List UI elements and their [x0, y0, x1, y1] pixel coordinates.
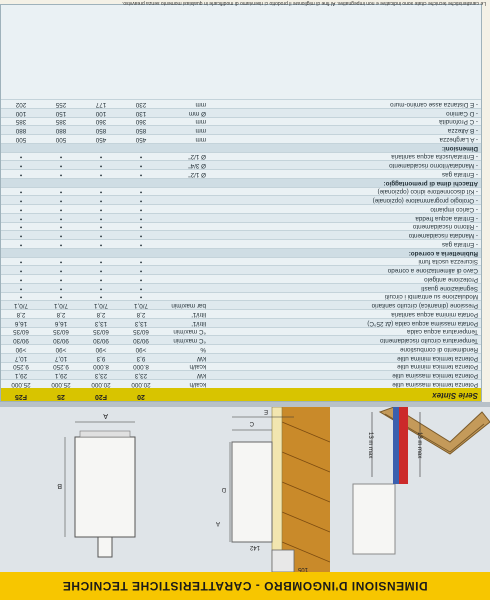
wall-section-diagram [160, 407, 330, 572]
cell-20: • [139, 276, 143, 283]
row-unit: mm [195, 101, 206, 108]
cell-f20: 100 [95, 109, 107, 117]
table-row [1, 309, 481, 318]
front-view-diagram [0, 407, 160, 572]
cell-f25: 500 [15, 136, 27, 143]
table-row [1, 213, 481, 222]
cell-20: • [139, 206, 143, 213]
row-label: - Entrata acqua fredda [415, 214, 478, 222]
cell-20: 450 [135, 136, 147, 143]
cell-f20: 13,3 [94, 319, 108, 327]
series-label: Serie Sintex [432, 391, 478, 400]
cell-f20: • [99, 223, 103, 231]
cell-25: • [59, 284, 63, 292]
cell-f20: 850 [95, 127, 107, 135]
cell-f20: • [99, 188, 103, 196]
cell-25: • [59, 241, 63, 248]
table-row [1, 292, 481, 301]
cell-f25: 202 [15, 101, 27, 108]
cell-f25: 90/30 [13, 337, 29, 345]
row-label: Temperatura circuito riscaldamento [380, 337, 478, 345]
row-unit: % [200, 346, 206, 353]
cell-f20: 2,8 [96, 311, 106, 318]
table-row [1, 204, 481, 213]
column-header-f20: F20 [94, 393, 108, 400]
boiler-front-view [75, 437, 135, 537]
table-section-row [1, 143, 481, 152]
cell-25: 385 [55, 118, 67, 126]
cell-f25: • [19, 241, 23, 248]
row-label: - Ritorno riscaldamento [412, 223, 478, 231]
spec-table [0, 4, 482, 402]
cell-f20: • [99, 162, 103, 170]
row-unit: Ø 3/4" [188, 162, 206, 170]
divider-strip [0, 402, 490, 407]
cell-25: • [59, 293, 63, 301]
cell-f25: 16,6 [14, 319, 28, 327]
cell-f20: • [99, 153, 103, 161]
cell-f25: • [19, 188, 23, 196]
cell-25: • [59, 188, 63, 196]
cell-20: • [139, 241, 143, 248]
row-unit: mm [195, 118, 206, 126]
cell-20: • [139, 284, 143, 292]
cell-f20: • [99, 267, 103, 275]
cell-f25: 60/35 [13, 328, 29, 336]
row-unit: litri/1' [191, 311, 206, 318]
cell-25: 500 [55, 136, 67, 143]
row-unit: kcal/h [189, 381, 206, 388]
table-row [1, 266, 481, 275]
cell-20: • [139, 214, 143, 222]
table-row [1, 134, 481, 143]
cell-25: • [59, 267, 63, 275]
cell-f20: • [99, 258, 103, 266]
row-label: - Entrata gas [441, 171, 478, 178]
table-row [1, 196, 481, 205]
row-unit: kcal/h [189, 363, 206, 371]
column-header-25: 25 [57, 393, 65, 400]
row-label: - D Camino [446, 109, 478, 117]
cell-25: 25.000 [51, 381, 71, 388]
row-label: - B Altezza [447, 127, 478, 135]
flue-duct [272, 550, 294, 572]
cell-25: • [59, 276, 63, 283]
flue-pipe-blue [393, 407, 399, 484]
cell-f20: 450 [95, 136, 107, 143]
row-unit: litri/1' [191, 319, 206, 327]
boiler-side-view [232, 442, 272, 542]
title-band [0, 571, 490, 600]
table-section-row [1, 178, 481, 187]
height-label-b: B [57, 482, 62, 489]
width-label-a: A [103, 412, 108, 419]
cell-20: 90/30 [133, 337, 149, 345]
row-unit: °C max/min [173, 328, 206, 336]
flue-installation-diagram [330, 407, 490, 572]
cell-25: 255 [55, 101, 67, 108]
cell-20: 850 [135, 127, 147, 135]
row-label: Attacchi dima di premontaggio: [383, 179, 478, 187]
cell-f20: • [99, 276, 103, 283]
row-unit: Ø mm [188, 109, 206, 117]
dim-label-a: A [215, 520, 220, 526]
row-label: - Mandata riscaldamento [408, 232, 478, 240]
spec-table-header [1, 388, 481, 401]
cell-f20: 360 [95, 118, 107, 126]
row-label: Potenza termica minima utile [397, 363, 478, 371]
dim-label-d: D [221, 486, 226, 492]
cell-f25: • [19, 171, 23, 178]
cell-f25: 9.250 [13, 363, 29, 371]
dim-label-c: C [249, 420, 254, 426]
cell-f20: 90/30 [93, 337, 109, 345]
cell-f25: • [19, 293, 23, 301]
table-row [1, 222, 481, 231]
cell-f25: 29,1 [14, 372, 28, 380]
cell-25: • [59, 162, 63, 170]
cell-25: • [59, 197, 63, 205]
dimension-drawings [0, 407, 490, 572]
cell-20: • [139, 258, 143, 266]
spec-table-rows [1, 99, 481, 388]
cell-25: 29,1 [54, 372, 68, 380]
table-section-row [1, 248, 481, 257]
cell-f20: • [99, 171, 103, 178]
cell-f25: 25.000 [11, 381, 31, 388]
table-row [1, 187, 481, 196]
row-label: - A Larghezza [439, 136, 478, 143]
cell-25: • [59, 214, 63, 222]
cell-20: • [139, 188, 143, 196]
cell-f25: 385 [15, 118, 27, 126]
cell-25: 10,7 [54, 354, 68, 362]
table-row [1, 257, 481, 266]
cell-20: 9,3 [136, 354, 146, 362]
cell-25: 880 [55, 127, 67, 135]
row-label: Temperatura acqua calda [406, 328, 478, 336]
table-row [1, 239, 481, 248]
cell-f25: • [19, 214, 23, 222]
table-row [1, 161, 481, 170]
table-row [1, 353, 481, 362]
column-header-f25: F25 [14, 393, 28, 400]
dim-label-142: 142 [249, 544, 260, 550]
cell-f25: • [19, 284, 23, 292]
table-row [1, 301, 481, 310]
cell-f20: 177 [95, 101, 107, 108]
cell-f20: • [99, 197, 103, 205]
row-label: Protezione antigelo [424, 276, 478, 283]
row-label: Modulazione su entrambi i circuiti [384, 293, 478, 301]
cell-f20: 20.000 [91, 381, 111, 388]
cell-20: • [139, 153, 143, 161]
cell-25: >90 [55, 346, 67, 353]
cell-f25: • [19, 153, 23, 161]
cell-f25: • [19, 223, 23, 231]
cell-25: • [59, 171, 63, 178]
row-unit: °C max/min [173, 337, 206, 345]
cell-25: • [59, 258, 63, 266]
row-label: Potenza termica massima utile [392, 372, 478, 380]
cell-f25: • [19, 276, 23, 283]
cell-25: 7/0,1 [54, 302, 69, 310]
row-unit: mm [195, 136, 206, 143]
row-label: Segnalazione guasti [421, 284, 478, 292]
row-label: Sicurezza uscita fumi [418, 258, 478, 266]
table-row [1, 274, 481, 283]
cell-f20: • [99, 214, 103, 222]
cell-f25: 880 [15, 127, 27, 135]
cell-f25: • [19, 267, 23, 275]
row-label: Portata minima acqua sanitaria [391, 311, 478, 318]
row-label: Potenza termica minima utile [397, 354, 478, 362]
cell-20: • [139, 197, 143, 205]
row-label: - Kit disconnettore idrico (opzionale) [377, 188, 478, 196]
page-title: DIMENSIONI D'INGOMBRO - CARATTERISTICHE TECNICHE [62, 579, 428, 593]
table-row [1, 344, 481, 353]
row-label: - Entrata gas [441, 241, 478, 248]
table-row [1, 362, 481, 371]
footnote: Le caratteristiche tecniche citate sono indicative e non impegnative. Al fine di migliorare il prodotto ci riserviamo di modificarle in qualsiasi momento senza preavviso. [121, 0, 486, 6]
cell-20: • [139, 162, 143, 170]
row-label: - Mandata/ritorno riscaldamento [389, 162, 478, 170]
cell-f20: >90 [95, 346, 107, 353]
cell-f20: 60/35 [93, 328, 109, 336]
cell-f20: 9,3 [96, 354, 106, 362]
cell-20: 360 [135, 118, 147, 126]
dim-label-105: 105 [297, 566, 308, 572]
cell-25: 60/35 [53, 328, 69, 336]
cell-20: 130 [135, 109, 147, 117]
cell-f20: • [99, 284, 103, 292]
row-label: Rubinetteria a corredo: [408, 249, 478, 257]
cell-20: >90 [135, 346, 147, 353]
table-row [1, 117, 481, 126]
table-row [1, 126, 481, 135]
cell-20: • [139, 171, 143, 178]
table-row [1, 318, 481, 327]
row-unit: kW [196, 372, 206, 380]
cell-25: 9.250 [53, 363, 69, 371]
table-row [1, 99, 481, 108]
length-label-right: 13 m max [367, 432, 373, 459]
cell-f20: 8.000 [93, 363, 109, 371]
cell-20: • [139, 267, 143, 275]
row-label: - Carico impianto [430, 206, 478, 213]
row-label: - E Distanza asse camino-muro [390, 101, 478, 108]
row-unit: kW [196, 354, 206, 362]
cell-f25: • [19, 258, 23, 266]
table-row [1, 371, 481, 380]
cell-20: • [139, 223, 143, 231]
cell-f25: • [19, 162, 23, 170]
cell-25: 150 [55, 109, 67, 117]
cell-20: 23,3 [134, 372, 148, 380]
row-label: Dimensioni: [441, 144, 478, 152]
cell-f25: • [19, 197, 23, 205]
row-label: - Orologio programmatore (opzionale) [372, 197, 478, 205]
boiler-outline-left [353, 484, 395, 554]
cell-20: 20.000 [131, 381, 151, 388]
row-unit: bar max/min [171, 302, 206, 310]
table-row [1, 283, 481, 292]
cell-25: 16,6 [54, 319, 68, 327]
cell-f20: • [99, 241, 103, 248]
row-unit: Ø 1/2" [188, 171, 206, 178]
length-label-left: 13 m max [416, 432, 422, 459]
cell-25: • [59, 223, 63, 231]
row-unit: mm [195, 127, 206, 135]
cell-20: 2,8 [136, 311, 146, 318]
cell-f20: • [99, 206, 103, 213]
table-row [1, 231, 481, 240]
cell-20: • [139, 293, 143, 301]
column-header-20: 20 [137, 393, 145, 400]
cell-f25: • [19, 232, 23, 240]
cell-25: 90/30 [53, 337, 69, 345]
cell-20: • [139, 232, 143, 240]
cell-20: 13,3 [134, 319, 148, 327]
table-row [1, 152, 481, 161]
cell-f25: 10,7 [14, 354, 28, 362]
cell-20: 8.000 [133, 363, 149, 371]
flue-pipe-red [399, 407, 408, 484]
cell-25: 2,8 [56, 311, 66, 318]
row-label: - Entrata/uscita acqua sanitaria [391, 153, 478, 161]
table-row [1, 327, 481, 336]
cell-f25: • [19, 206, 23, 213]
cell-25: • [59, 206, 63, 213]
cell-f20: 23,3 [94, 372, 108, 380]
row-label: Portata massima acqua calda (Δt 25°C) [367, 319, 478, 327]
cell-20: 60/35 [133, 328, 149, 336]
cell-f20: • [99, 293, 103, 301]
dim-label-e: E [263, 408, 268, 414]
row-label: Potenza termica massima utile [392, 381, 478, 388]
cell-25: • [59, 232, 63, 240]
cell-20: 7/0,1 [134, 302, 149, 310]
cell-20: 230 [135, 101, 147, 108]
row-label: Cavo di alimentazione a corredo [387, 267, 478, 275]
row-label: Rendimento di combustione [399, 346, 478, 353]
cell-f20: • [99, 232, 103, 240]
table-row [1, 336, 481, 345]
cell-f25: 100 [15, 109, 27, 117]
row-label: - C Profondità [439, 118, 478, 126]
row-label: Pressione (dinamica) circuito sanitario [371, 302, 478, 310]
cell-f25: >90 [15, 346, 27, 353]
table-row [1, 169, 481, 178]
cell-25: • [59, 153, 63, 161]
row-unit: Ø 1/2" [188, 153, 206, 161]
table-row [1, 108, 481, 117]
cell-f25: 7/0,1 [14, 302, 29, 310]
cell-f20: 7/0,1 [94, 302, 109, 310]
cell-f25: 2,8 [16, 311, 26, 318]
table-row [1, 379, 481, 388]
